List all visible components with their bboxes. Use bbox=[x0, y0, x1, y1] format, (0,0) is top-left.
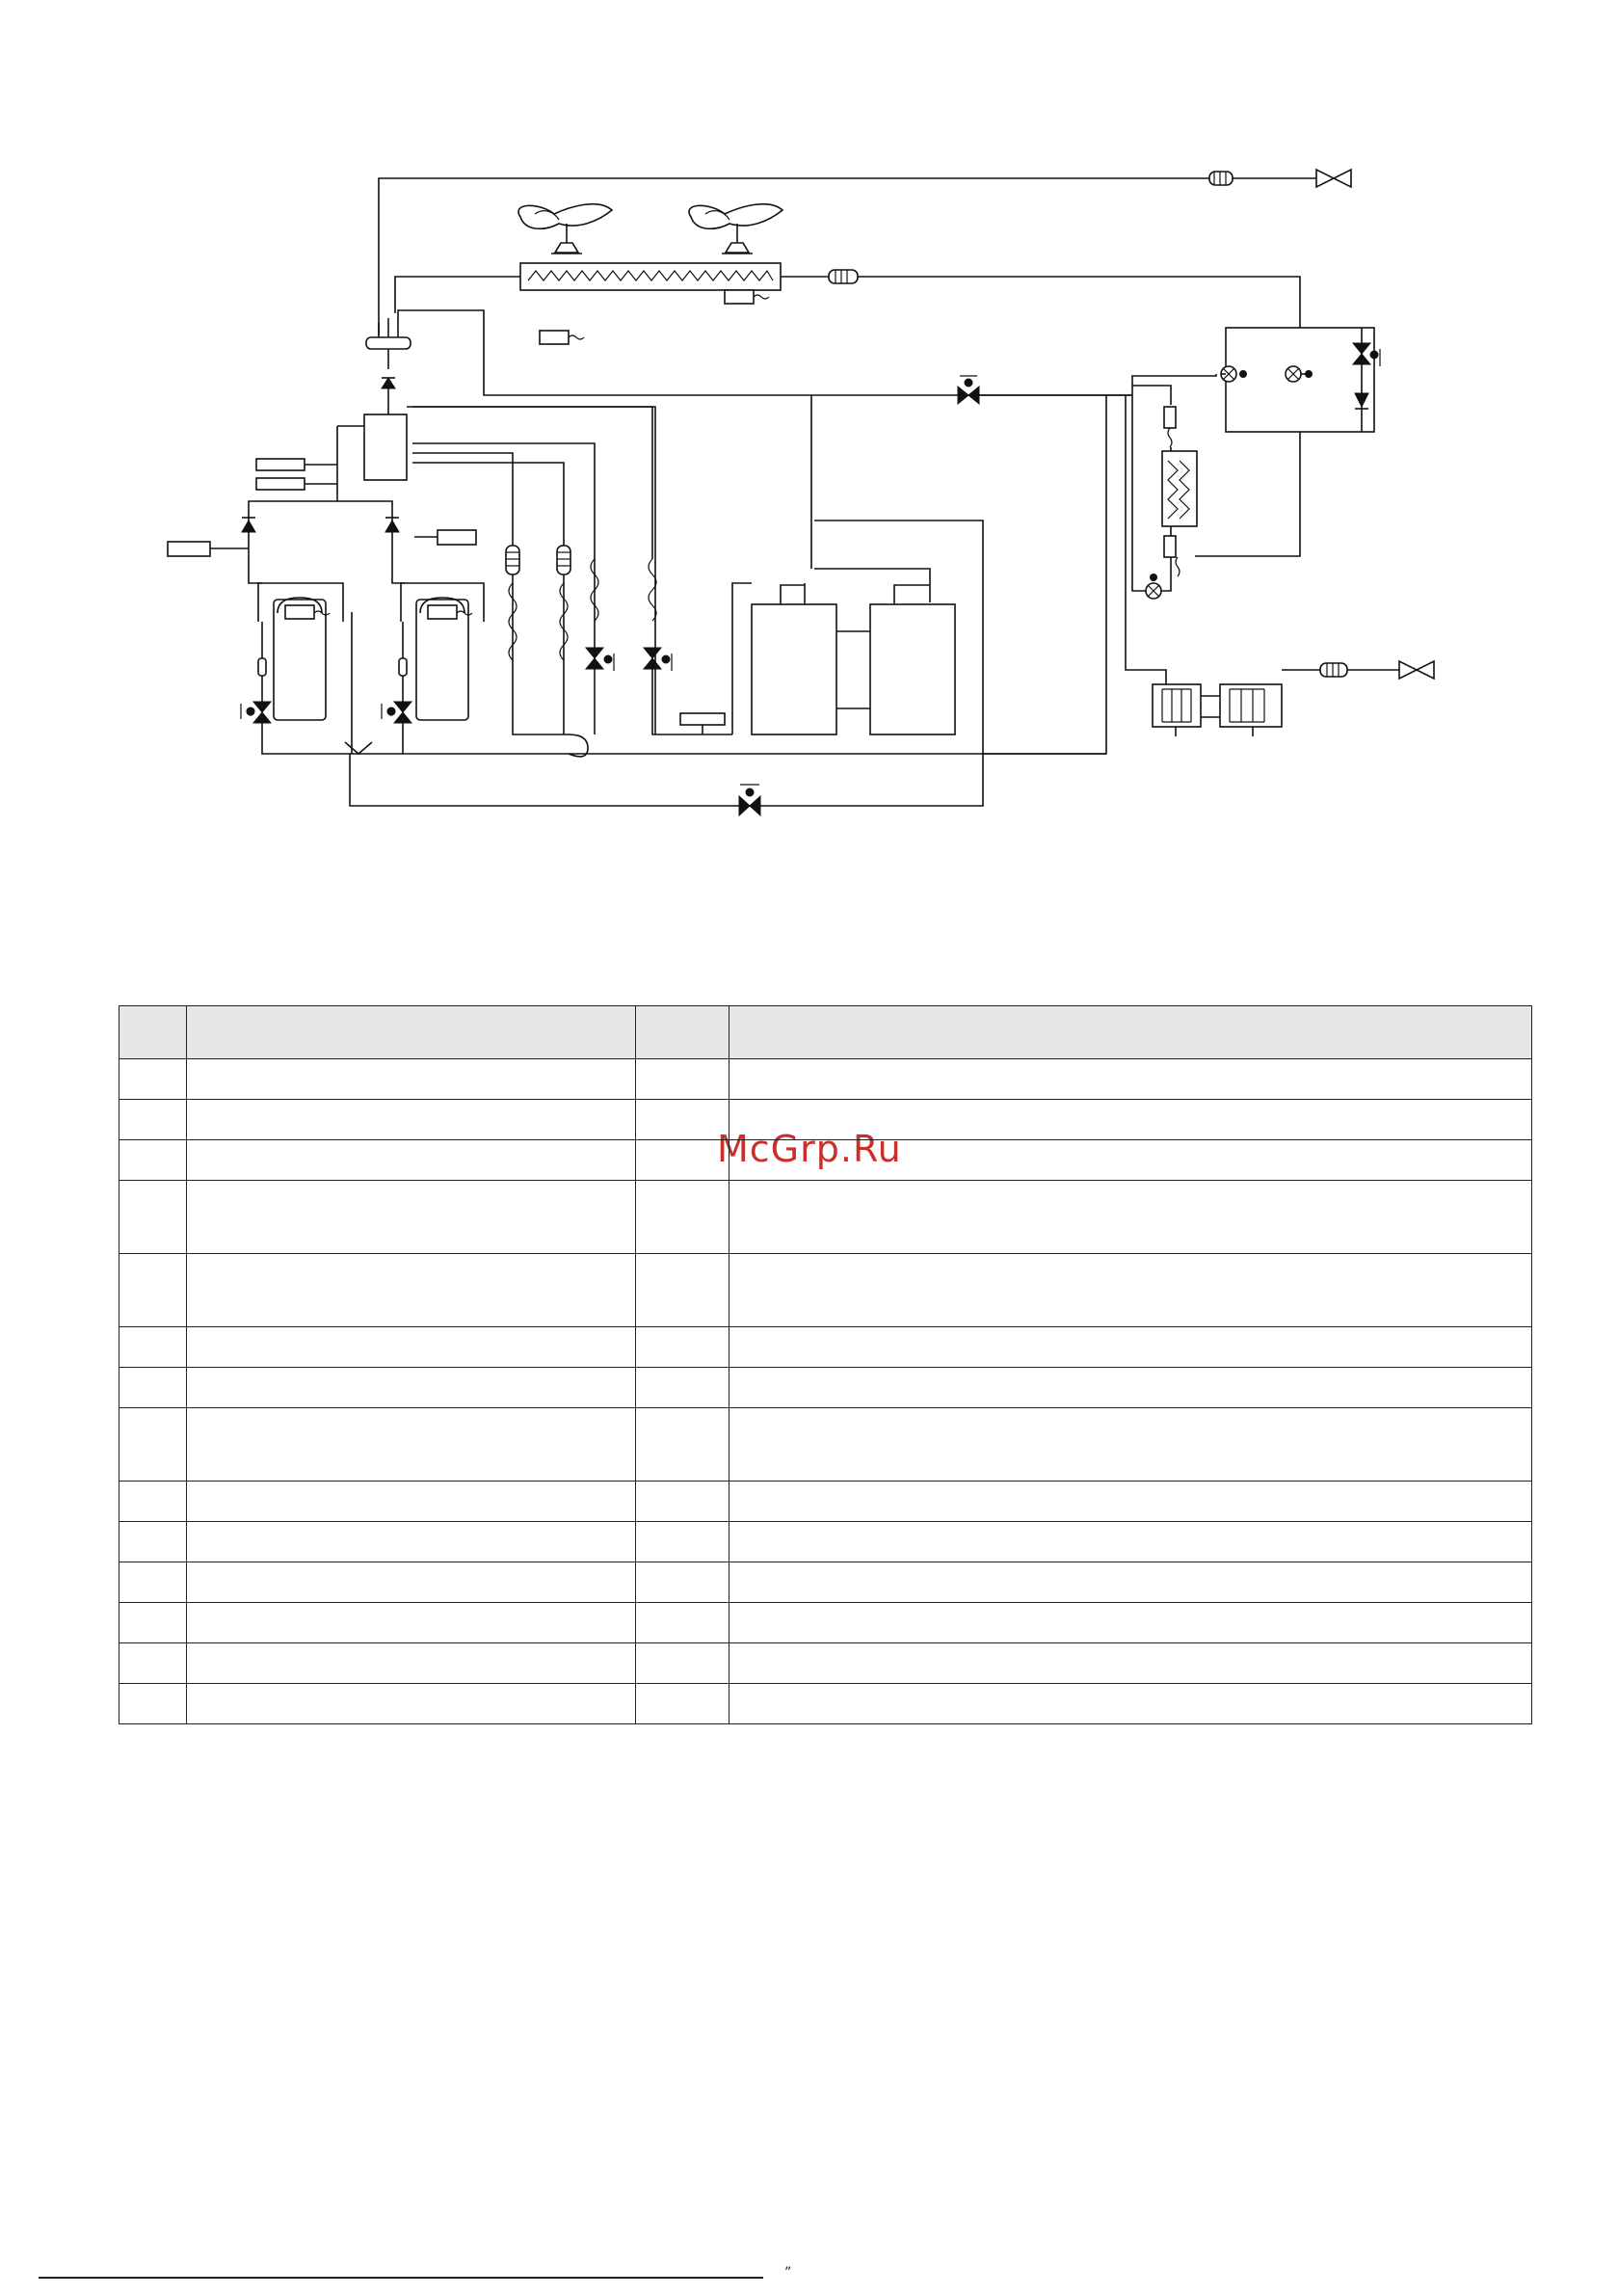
compressor-icon bbox=[401, 583, 484, 720]
strainer-icon bbox=[1320, 663, 1347, 677]
table-cell bbox=[636, 1100, 729, 1140]
table-cell bbox=[636, 1522, 729, 1562]
table-cell bbox=[729, 1684, 1532, 1724]
table-cell bbox=[636, 1408, 729, 1482]
table-cell bbox=[636, 1140, 729, 1181]
pressure-switch-icon bbox=[256, 478, 337, 490]
table-cell bbox=[187, 1408, 636, 1482]
table-cell bbox=[729, 1100, 1532, 1140]
table-cell bbox=[187, 1603, 636, 1643]
table-header-row bbox=[119, 1006, 1532, 1059]
table-row bbox=[119, 1643, 1532, 1684]
table-cell bbox=[119, 1327, 187, 1368]
table-cell bbox=[729, 1562, 1532, 1603]
header-cell bbox=[119, 1006, 187, 1059]
expansion-valve-box bbox=[1226, 328, 1374, 432]
table-cell bbox=[119, 1603, 187, 1643]
table-cell bbox=[636, 1059, 729, 1100]
table-cell bbox=[187, 1327, 636, 1368]
table-cell bbox=[187, 1522, 636, 1562]
table-cell bbox=[729, 1522, 1532, 1562]
solenoid-valve-icon bbox=[644, 648, 672, 671]
temperature-sensor-icon bbox=[540, 331, 584, 344]
table-row bbox=[119, 1059, 1532, 1100]
parts-legend-table bbox=[119, 1005, 1532, 1724]
table-cell bbox=[119, 1140, 187, 1181]
pressure-switch-icon bbox=[256, 459, 337, 470]
table-cell bbox=[729, 1327, 1532, 1368]
table-row bbox=[119, 1408, 1532, 1482]
oil-return-solenoid-valve bbox=[241, 702, 271, 723]
table-cell bbox=[187, 1684, 636, 1724]
footer-rule bbox=[39, 2277, 763, 2279]
header-cell bbox=[187, 1006, 636, 1059]
check-valve-icon bbox=[382, 378, 395, 414]
strainer-icon bbox=[829, 270, 858, 283]
table-cell bbox=[119, 1643, 187, 1684]
temperature-sensor-icon bbox=[414, 530, 476, 545]
table-cell bbox=[636, 1181, 729, 1254]
table-row bbox=[119, 1562, 1532, 1603]
table-cell bbox=[119, 1684, 187, 1724]
fan-icon bbox=[689, 204, 782, 254]
table-cell bbox=[729, 1181, 1532, 1254]
table-row bbox=[119, 1603, 1532, 1643]
oil-separator bbox=[364, 414, 407, 480]
liquid-receiver-icon bbox=[1220, 684, 1282, 727]
electronic-expansion-valve-icon bbox=[1146, 574, 1161, 600]
accumulator bbox=[752, 585, 955, 734]
table-cell bbox=[187, 1562, 636, 1603]
check-valve-icon bbox=[385, 518, 399, 532]
high-pressure-line bbox=[379, 172, 1316, 335]
table-row bbox=[119, 1368, 1532, 1408]
header-cell bbox=[729, 1006, 1532, 1059]
oil-return-solenoid-valve bbox=[382, 702, 411, 723]
table-cell bbox=[636, 1684, 729, 1724]
table-cell bbox=[636, 1254, 729, 1327]
compressor-icon bbox=[258, 583, 343, 720]
table-cell bbox=[636, 1482, 729, 1522]
table-cell bbox=[636, 1327, 729, 1368]
table-cell bbox=[636, 1368, 729, 1408]
table-cell bbox=[119, 1254, 187, 1327]
table-cell bbox=[187, 1140, 636, 1181]
table-cell bbox=[187, 1100, 636, 1140]
table-row bbox=[119, 1100, 1532, 1140]
table-row bbox=[119, 1254, 1532, 1327]
table-cell bbox=[119, 1181, 187, 1254]
table-cell bbox=[636, 1562, 729, 1603]
table-cell bbox=[187, 1643, 636, 1684]
table-row bbox=[119, 1327, 1532, 1368]
solenoid-valve-icon bbox=[739, 785, 760, 815]
table-cell bbox=[729, 1140, 1532, 1181]
table-cell bbox=[729, 1408, 1532, 1482]
fan-icon bbox=[518, 204, 612, 254]
table-cell bbox=[119, 1522, 187, 1562]
watermark: McGrp.Ru bbox=[717, 1128, 902, 1170]
refrigerant-circuit-diagram bbox=[0, 0, 1618, 868]
table-cell bbox=[729, 1059, 1532, 1100]
service-valve-icon bbox=[1399, 661, 1434, 679]
table-cell bbox=[187, 1181, 636, 1254]
table-cell bbox=[119, 1368, 187, 1408]
strainer-icon bbox=[557, 546, 570, 574]
table-row bbox=[119, 1140, 1532, 1181]
page-mark: ” bbox=[784, 2265, 792, 2281]
table-cell bbox=[729, 1482, 1532, 1522]
four-way-valve-icon bbox=[366, 318, 411, 369]
table-row bbox=[119, 1482, 1532, 1522]
table-cell bbox=[187, 1482, 636, 1522]
service-valve-icon bbox=[1316, 170, 1351, 187]
table-cell bbox=[119, 1482, 187, 1522]
table-cell bbox=[119, 1408, 187, 1482]
check-valve-icon bbox=[242, 518, 255, 532]
table-row bbox=[119, 1522, 1532, 1562]
table-cell bbox=[187, 1254, 636, 1327]
table-cell bbox=[729, 1603, 1532, 1643]
table-cell bbox=[187, 1368, 636, 1408]
temperature-sensor-icon bbox=[168, 542, 249, 556]
table-cell bbox=[119, 1562, 187, 1603]
table-row bbox=[119, 1181, 1532, 1254]
table-cell bbox=[636, 1643, 729, 1684]
table-cell bbox=[729, 1368, 1532, 1408]
table-cell bbox=[187, 1059, 636, 1100]
strainer-icon bbox=[506, 546, 519, 574]
outdoor-heat-exchanger bbox=[520, 263, 781, 304]
table-cell bbox=[729, 1643, 1532, 1684]
temperature-sensor-icon bbox=[680, 713, 725, 734]
liquid-receiver-icon bbox=[1153, 684, 1201, 727]
plate-heat-exchanger bbox=[1162, 451, 1197, 526]
table-cell bbox=[119, 1059, 187, 1100]
solenoid-valve-icon bbox=[958, 376, 979, 404]
table-cell bbox=[636, 1603, 729, 1643]
parts-table-body bbox=[119, 1006, 1532, 1724]
table-cell bbox=[119, 1100, 187, 1140]
solenoid-valve-icon bbox=[586, 648, 614, 671]
header-cell bbox=[636, 1006, 729, 1059]
table-row bbox=[119, 1684, 1532, 1724]
table-cell bbox=[729, 1254, 1532, 1327]
